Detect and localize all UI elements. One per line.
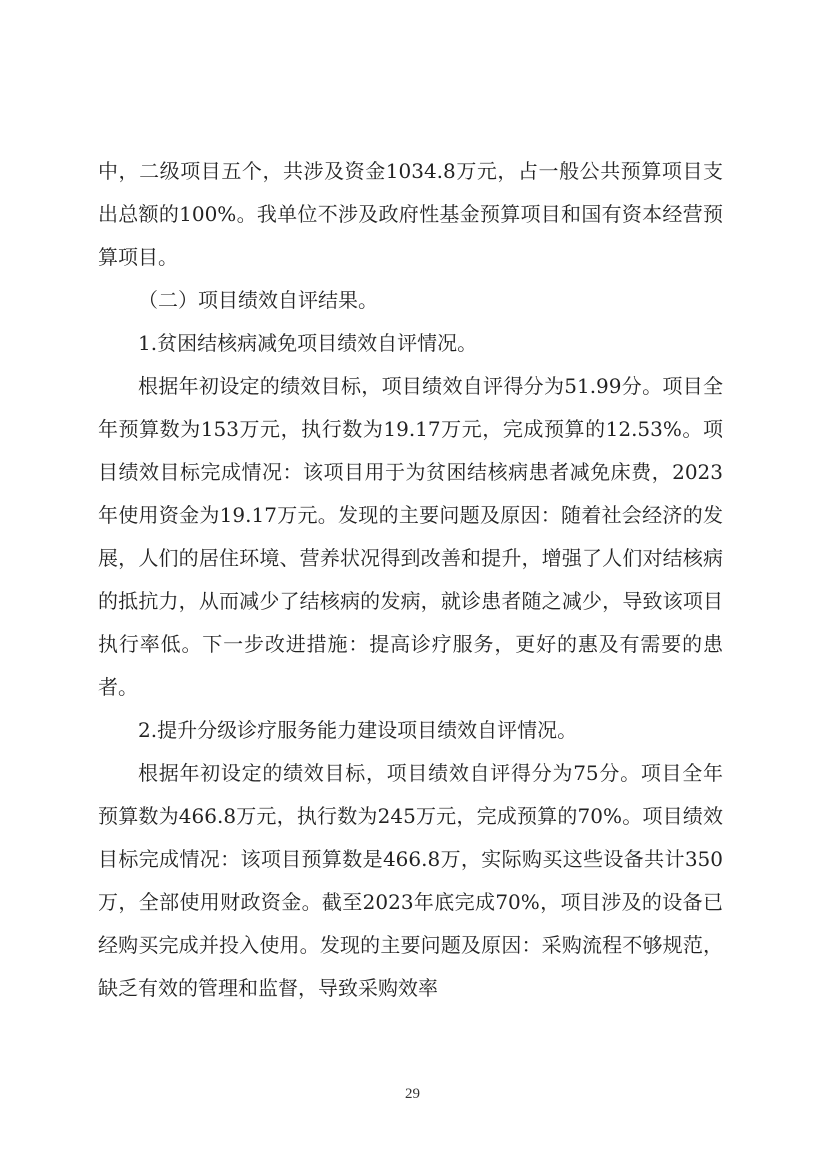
body-text: [98, 150, 723, 1010]
paragraph-project-1: 根据年初设定的绩效目标，项目绩效自评得分为51.99分。项目全年预算数为153万元，执行数为19.17万元，完成预算的12.53%。项目绩效目标完成情况：该项目用于为贫困结核病患者减免床费，2023年使用资金为19.17万元。发现的主要问题及原因：随着社会经济的发展，人们的居住环境、营养状况得到改善和提升，增强了人们对结核病的抵抗力，从而减少了结核病的发病，就诊患者随之减少，导致该项目执行率低。下一步改进措施：提高诊疗服务，更好的惠及有需要的患者。: [98, 374, 723, 699]
section-heading: （二）项目绩效自评结果。: [138, 288, 378, 312]
paragraph-project-2: 根据年初设定的绩效目标，项目绩效自评得分为75分。项目全年预算数为466.8万元，执行数为245万元，完成预算的70%。项目绩效目标完成情况：该项目预算数是466.8万，实际购买这些设备共计350万，全部使用财政资金。截至2023年底完成70%，项目涉及的设备已经购买完成并投入使用。发现的主要问题及原因：采购流程不够规范，缺乏有效的管理和监督，导致采购效率: [98, 761, 723, 1000]
paragraph-continuation: 中，二级项目五个，共涉及资金1034.8万元，占一般公共预算项目支出总额的100%。我单位不涉及政府性基金预算项目和国有资本经营预算项目。: [98, 159, 723, 269]
subsection-heading-1: 1.贫困结核病减免项目绩效自评情况。: [138, 331, 478, 355]
subsection-heading-2: 2.提升分级诊疗服务能力建设项目绩效自评情况。: [138, 718, 578, 742]
page-number: 29: [405, 1086, 420, 1102]
